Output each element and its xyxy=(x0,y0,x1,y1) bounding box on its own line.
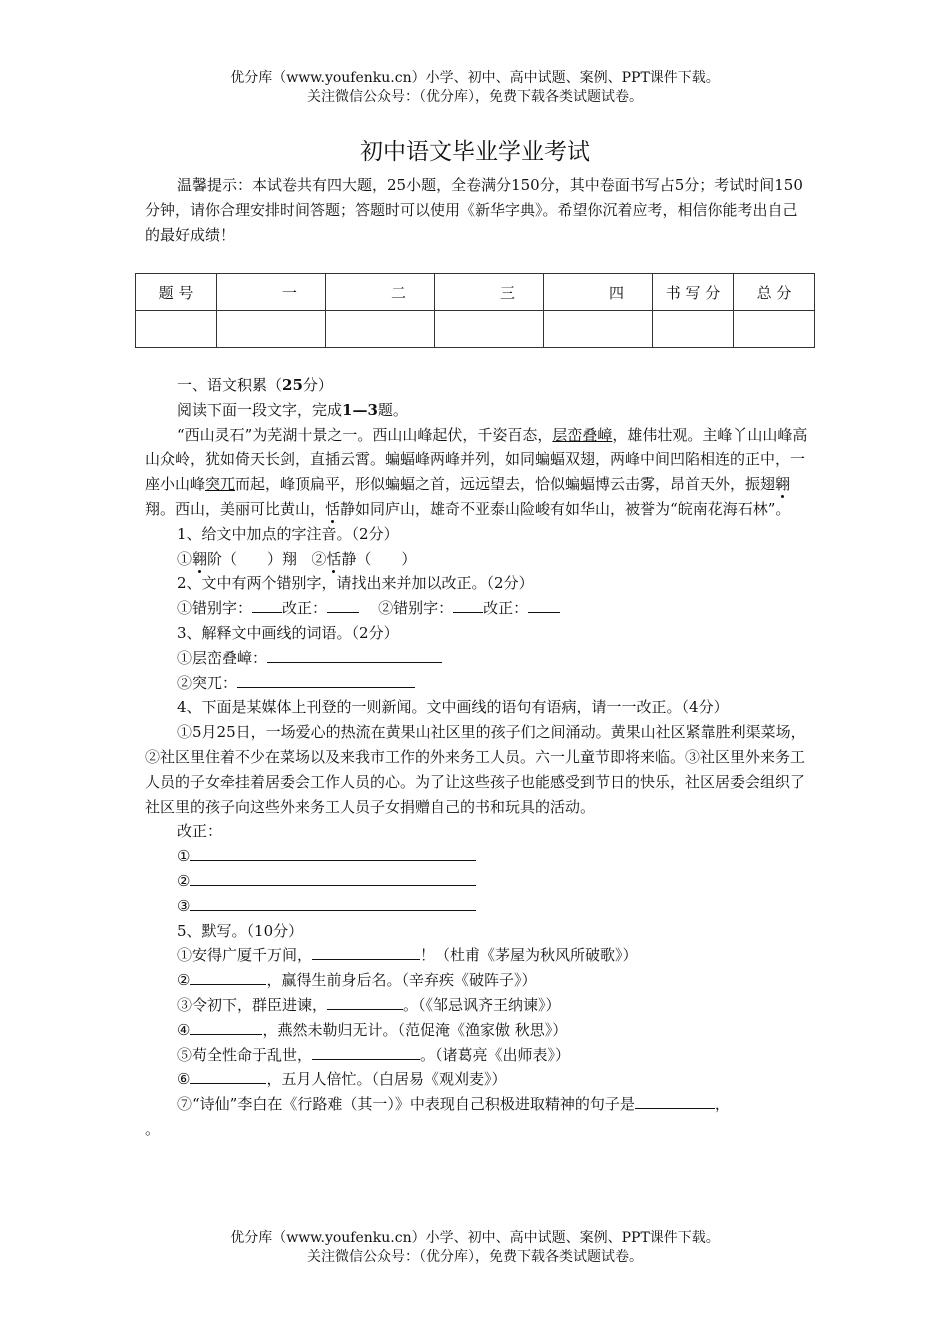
footer-line-1: 优分库（www.youfenku.cn）小学、初中、高中试题、案例、PPT课件下载。 xyxy=(230,1230,720,1246)
dictation-1: ①安得广厦千万间， ！（杜甫《茅屋为秋风所破歌》） xyxy=(177,946,638,965)
dictation-7: ⑦“诗仙”李白在《行路难（其一）》中表现自己积极进取精神的句子是 ， xyxy=(177,1095,730,1114)
dictation-2: ② ，赢得生前身后名。（辛弃疾《破阵子》） xyxy=(177,971,537,990)
answer-blank[interactable] xyxy=(237,672,415,688)
score-cell[interactable] xyxy=(653,311,734,348)
question-1-items: ①翱阶（ ）翔 ②恬静（ ） xyxy=(177,549,417,568)
dictation-6: ⑥ ，五月人倍忙。（白居易《观刈麦》） xyxy=(177,1070,507,1089)
reading-passage: “西山灵石”为芜湖十景之一。西山山峰起伏，千姿百态，层峦叠嶂，雄伟壮观。主峰丫山山峰高山众岭，犹如倚天长剑，直插云霄。蝙蝠峰两峰并列，如同蝙蝠双翅，两峰中间凹陷相连的正中，一座小山峰突兀而起，峰顶扁平，形似蝙蝠之首，远远望去，恰似蝙蝠博云击雾，昂首天外，振翅翱翔。西山，美丽可比黄山，恬静如同庐山，雄奇不亚泰山险峻有如华山，被誉为“皖南花海石林”。 xyxy=(145,425,808,518)
question-2-items: ①错别字： 改正： ②错别字： 改正： xyxy=(145,596,810,621)
score-col-3: 三 xyxy=(435,274,544,311)
answer-blank[interactable] xyxy=(327,597,359,613)
score-table-header-row xyxy=(136,274,815,311)
score-cell[interactable] xyxy=(544,311,653,348)
score-col-total: 总 分 xyxy=(734,274,815,311)
answer-blank[interactable] xyxy=(190,969,266,985)
score-col-writing: 书 写 分 xyxy=(653,274,734,311)
fix-line-2: ② xyxy=(145,869,810,894)
answer-blank[interactable] xyxy=(190,895,476,911)
answer-blank[interactable] xyxy=(312,1044,420,1060)
answer-blank[interactable] xyxy=(190,1068,266,1084)
dictation-5: ⑤苟全性命于乱世， 。（诸葛亮《出师表》） xyxy=(177,1045,571,1064)
underlined-term: 层峦叠嶂 xyxy=(552,425,613,444)
score-col-tihao: 题 号 xyxy=(136,274,217,311)
question-4-fix-label: 改正： xyxy=(177,822,223,841)
header-line-2: 关注微信公众号：（优分库），免费下载各类试题试卷。 xyxy=(307,89,643,105)
fix-line-1: ① xyxy=(145,844,810,869)
answer-blank[interactable] xyxy=(267,647,442,663)
score-col-4: 四 xyxy=(544,274,653,311)
answer-blank[interactable] xyxy=(190,1019,262,1035)
dictation-4: ④ ，燕然未勒归无计。（范促淹《渔家傲 秋思》） xyxy=(177,1020,568,1039)
score-table-input-row xyxy=(136,311,815,348)
answer-blank[interactable] xyxy=(635,1093,715,1109)
score-cell[interactable] xyxy=(326,311,435,348)
score-col-2: 二 xyxy=(326,274,435,311)
question-2: 2、文中有两个错别字，请找出来并加以改正。（2分） xyxy=(177,574,534,593)
question-3-b: ②突兀： xyxy=(145,671,810,696)
dictation-3: ③令初下，群臣进谏， 。（《邹忌讽齐王纳谏》） xyxy=(177,995,561,1014)
question-3-a: ①层峦叠嶂： xyxy=(145,646,810,671)
section-heading: 一、语文积累（25分） xyxy=(177,376,333,394)
header-line-1: 优分库（www.youfenku.cn）小学、初中、高中试题、案例、PPT课件下载。 xyxy=(230,70,720,86)
intro-notice: 温馨提示：本试卷共有四大题，25小题，全卷满分150分，其中卷面书写占5分；考试时间150分钟，请你合理安排时间答题；答题时可以使用《新华字典》。希望你沉着应考，相信你能考出自己的最好成绩！ xyxy=(145,176,803,244)
score-table xyxy=(135,273,815,348)
answer-blank[interactable] xyxy=(190,870,476,886)
answer-blank[interactable] xyxy=(528,597,560,613)
dictation-7-end: 。 xyxy=(145,1119,161,1138)
section-1 xyxy=(145,373,810,1142)
score-col-1: 一 xyxy=(217,274,326,311)
answer-blank[interactable] xyxy=(312,944,420,960)
reading-instruction: 阅读下面一段文字，完成1—3题。 xyxy=(177,400,408,419)
dotted-char: 翱 xyxy=(775,475,791,494)
question-3: 3、解释文中画线的词语。（2分） xyxy=(177,623,399,642)
answer-blank[interactable] xyxy=(252,597,282,613)
question-4: 4、下面是某媒体上刊登的一则新闻。文中画线的语句有语病，请一一改正。（4分） xyxy=(177,698,729,717)
score-cell[interactable] xyxy=(734,311,815,348)
answer-blank[interactable] xyxy=(453,597,483,613)
score-cell[interactable] xyxy=(435,311,544,348)
score-cell[interactable] xyxy=(217,311,326,348)
fix-line-3: ③ xyxy=(145,894,810,919)
question-4-text: ①5月25日，一场爱心的热流在黄果山社区里的孩子们之间涌动。黄果山社区紧靠胜利渠菜场，②社区里住着不少在菜场以及来我市工作的外来务工人员。六一儿童节即将来临。③社区里外来务工人员的子女牵挂着居委会工作人员的心。为了让这些孩子也能感受到节日的快乐，社区居委会组织了社区里的孩子向这些外来务工人员子女捐赠自己的书和玩具的活动。 xyxy=(145,723,806,816)
footer-line-2: 关注微信公众号：（优分库），免费下载各类试题试卷。 xyxy=(307,1249,643,1265)
answer-blank[interactable] xyxy=(327,994,403,1010)
question-5: 5、默写。（10分） xyxy=(177,921,304,940)
answer-blank[interactable] xyxy=(190,845,476,861)
dotted-char: 恬 xyxy=(325,499,341,518)
score-cell[interactable] xyxy=(136,311,217,348)
page-title: 初中语文毕业学业考试 xyxy=(360,139,590,165)
underlined-term: 突兀 xyxy=(205,475,236,494)
question-1: 1、给文中加点的字注音。（2分） xyxy=(177,524,399,543)
